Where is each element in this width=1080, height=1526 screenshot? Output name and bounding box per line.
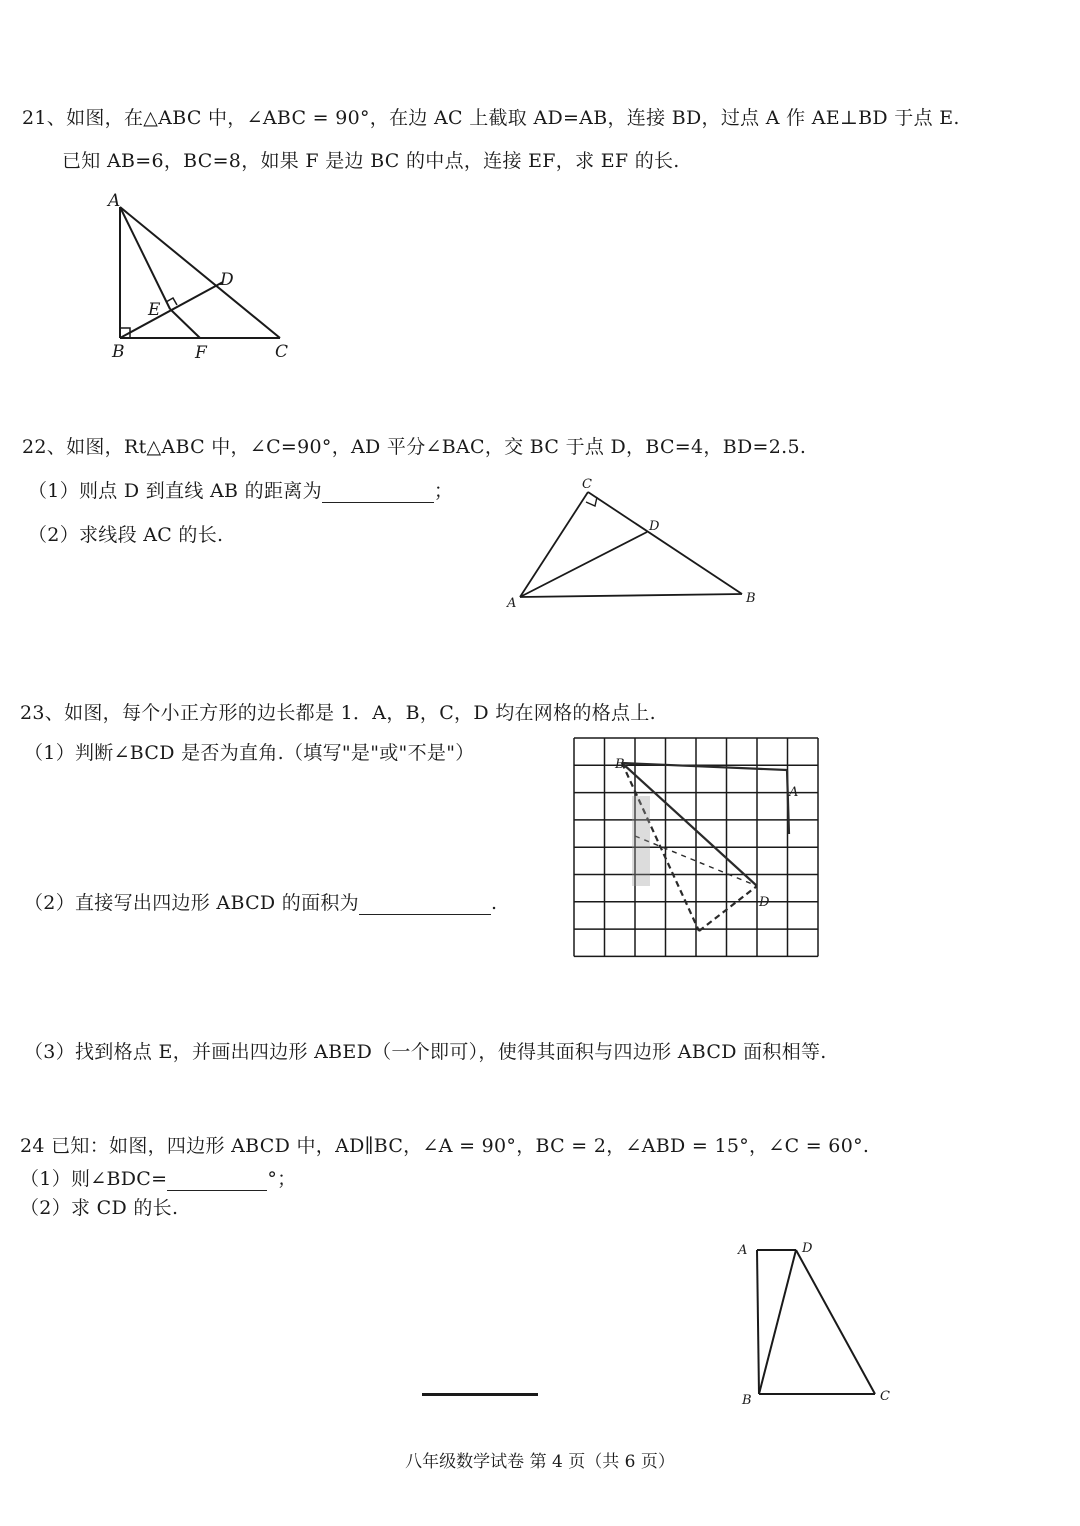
q23-shaded-region bbox=[632, 796, 650, 886]
q24-label-d: D bbox=[802, 1241, 813, 1256]
q22-right-angle-c bbox=[586, 497, 597, 506]
q22-part1-end: ； bbox=[433, 480, 454, 502]
q21-triangle-figure bbox=[100, 190, 310, 370]
q23-part1: （1）判断∠BCD 是否为直角.（填写"是"或"不是"） bbox=[24, 742, 475, 764]
q24-label-b: B bbox=[742, 1393, 752, 1408]
q24-answer-blank[interactable] bbox=[167, 1172, 267, 1191]
q22-side-ac bbox=[520, 492, 588, 597]
q24-line1: 24 已知：如图，四边形 ABCD 中，AD∥BC，∠A = 90°，BC = 2，∠ABD = 15°，∠C = 60°. bbox=[20, 1135, 870, 1157]
q21-label-a: A bbox=[108, 191, 121, 211]
q24-part2: （2）求 CD 的长. bbox=[20, 1197, 179, 1219]
q23-answer-blank[interactable] bbox=[359, 896, 491, 915]
q21-label-d: D bbox=[220, 270, 234, 290]
q22-part2: （2）求线段 AC 的长. bbox=[28, 524, 224, 546]
q22-side-ab bbox=[520, 594, 742, 597]
q21-label-f: F bbox=[195, 343, 207, 363]
q22-side-cb bbox=[588, 492, 742, 594]
q22-label-a: A bbox=[507, 596, 517, 611]
q23-part2-text: （2）直接写出四边形 ABCD 的面积为 bbox=[24, 892, 359, 914]
q23-grid-figure bbox=[572, 736, 822, 960]
q21-line1: 21、如图，在△ABC 中，∠ABC = 90°，在边 AC 上截取 AD=AB，连接 BD，过点 A 作 AE⊥BD 于点 E. bbox=[22, 107, 960, 129]
q23-line1: 23、如图，每个小正方形的边长都是 1．A，B，C，D 均在网格的格点上. bbox=[20, 702, 656, 724]
q24-part1-text: （1）则∠BDC= bbox=[20, 1168, 168, 1190]
q23-part3: （3）找到格点 E，并画出四边形 ABED（一个即可），使得其面积与四边形 ABCD 面积相等. bbox=[24, 1041, 827, 1063]
q24-side-ab bbox=[757, 1250, 759, 1394]
q22-label-b: B bbox=[746, 591, 756, 606]
q24-side-dc bbox=[796, 1250, 875, 1394]
q21-segment-ae bbox=[120, 207, 170, 309]
q22-line1: 22、如图，Rt△ABC 中，∠C=90°，AD 平分∠BAC，交 BC 于点 D，BC=4，BD=2.5. bbox=[22, 436, 807, 458]
q24-label-a: A bbox=[738, 1243, 748, 1258]
q22-triangle-figure bbox=[500, 470, 770, 615]
q24-quadrilateral-figure bbox=[730, 1230, 900, 1415]
q22-part1 bbox=[28, 476, 453, 503]
q22-part1-text: （1）则点 D 到直线 AB 的距离为 bbox=[28, 480, 322, 502]
q22-label-d: D bbox=[649, 519, 660, 534]
q24-part1 bbox=[20, 1164, 296, 1191]
q22-bisector-ad bbox=[520, 532, 647, 597]
q23-segment-cd bbox=[699, 886, 757, 931]
q22-label-c: C bbox=[582, 477, 592, 492]
q23-label-a: A bbox=[789, 785, 799, 800]
q23-part2-end: . bbox=[490, 892, 498, 914]
q23-segment-ba bbox=[622, 763, 787, 770]
q24-diagonal-bd bbox=[759, 1250, 796, 1394]
q22-answer-blank[interactable] bbox=[322, 484, 434, 503]
q23-label-b: B bbox=[615, 757, 625, 772]
q21-line2: 已知 AB=6，BC=8，如果 F 是边 BC 的中点，连接 EF，求 EF 的长. bbox=[62, 150, 680, 172]
q24-label-c: C bbox=[880, 1389, 890, 1404]
q23-label-d: D bbox=[759, 895, 770, 910]
q21-segment-ef bbox=[170, 309, 200, 338]
q24-part1-end: °； bbox=[267, 1168, 297, 1190]
q21-side-ac bbox=[120, 207, 280, 338]
q23-part2 bbox=[24, 888, 497, 915]
bottom-separator-line bbox=[422, 1393, 538, 1396]
q21-label-c: C bbox=[275, 342, 289, 362]
q21-label-b: B bbox=[112, 342, 125, 362]
q21-label-e: E bbox=[148, 300, 161, 320]
page-footer: 八年级数学试卷 第 4 页（共 6 页） bbox=[405, 1452, 675, 1472]
